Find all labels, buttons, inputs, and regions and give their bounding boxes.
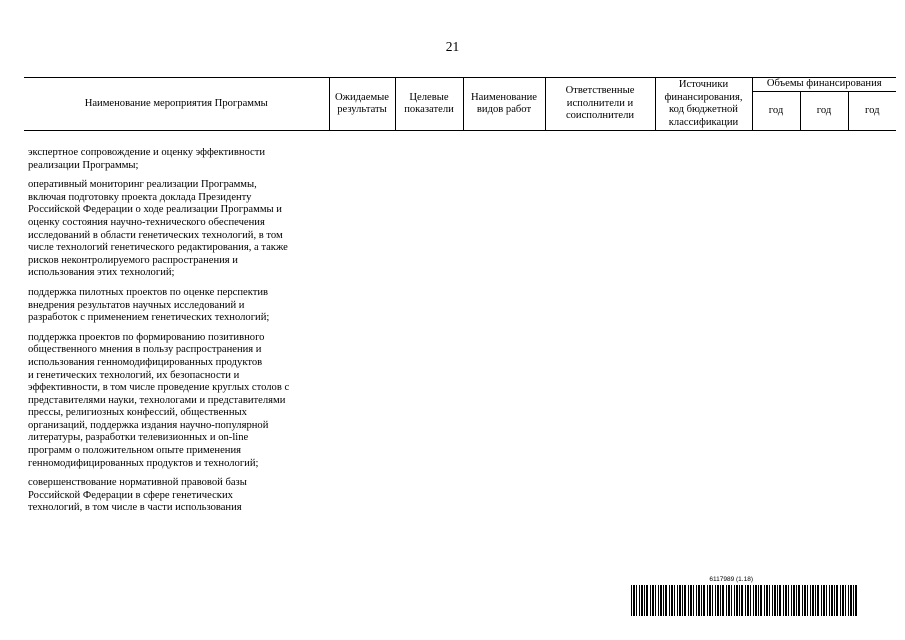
paragraph-public-opinion: поддержка проектов по формированию позитивного общественного мнения в пользу распространения и использования генномодифицированных продуктов и генетических технологий, их безопасности и эффективности, в том числе проведение круглых столов с представителями науки, технологами и представителями прессы, религиозных конфессий, общественных организаций, поддержка издания научно-популярной литературы, разработки телевизионных и on-line программ о положительном опыте применения генномодифицированных продуктов и технологий; xyxy=(28,331,290,469)
header-year-2: год xyxy=(800,92,848,131)
paragraph-expert-support: экспертное сопровождение и оценку эффективности реализации Программы; xyxy=(28,147,266,171)
measures-text xyxy=(28,147,328,522)
page-number: 21 xyxy=(445,39,460,54)
header-year-3: год xyxy=(848,92,896,131)
header-name: Наименование мероприятия Программы xyxy=(24,78,329,131)
barcode-number: 6117989 (1.18) xyxy=(709,576,753,583)
paragraph-pilot-projects: поддержка пилотных проектов по оценке перспектив внедрения результатов научных исследований и разработок с применением генетических технологий; xyxy=(28,286,270,324)
paragraph-legal-framework: совершенствование нормативной правовой базы Российской Федерации в сфере генетических технологий, в том числе в части использования xyxy=(28,477,247,514)
header-responsible: Ответственные исполнители и соисполнители xyxy=(545,78,655,131)
barcode-block xyxy=(631,576,859,616)
header-funding-sources: Источники финансирования, код бюджетной классификации xyxy=(655,78,752,131)
barcode-icon xyxy=(631,585,859,616)
program-table xyxy=(24,77,896,131)
header-year-1: год xyxy=(752,92,800,131)
paragraph-monitoring: оперативный мониторинг реализации Программы, включая подготовку проекта доклада Президенту Российской Федерации о ходе реализации Программы и оценку состояния научно-технического обеспечения исследований в области генетических технологий, в том числе технологий генетического редактирования, а также рисков неконтролируемого распространения и использования этих технологий; xyxy=(28,179,288,279)
header-expected-results: Ожидаемые результаты xyxy=(329,78,395,131)
header-funding-volumes: Объемы финансирования xyxy=(752,78,896,92)
header-target-indicators: Целевые показатели xyxy=(395,78,463,131)
header-work-types: Наименование видов работ xyxy=(463,78,545,131)
